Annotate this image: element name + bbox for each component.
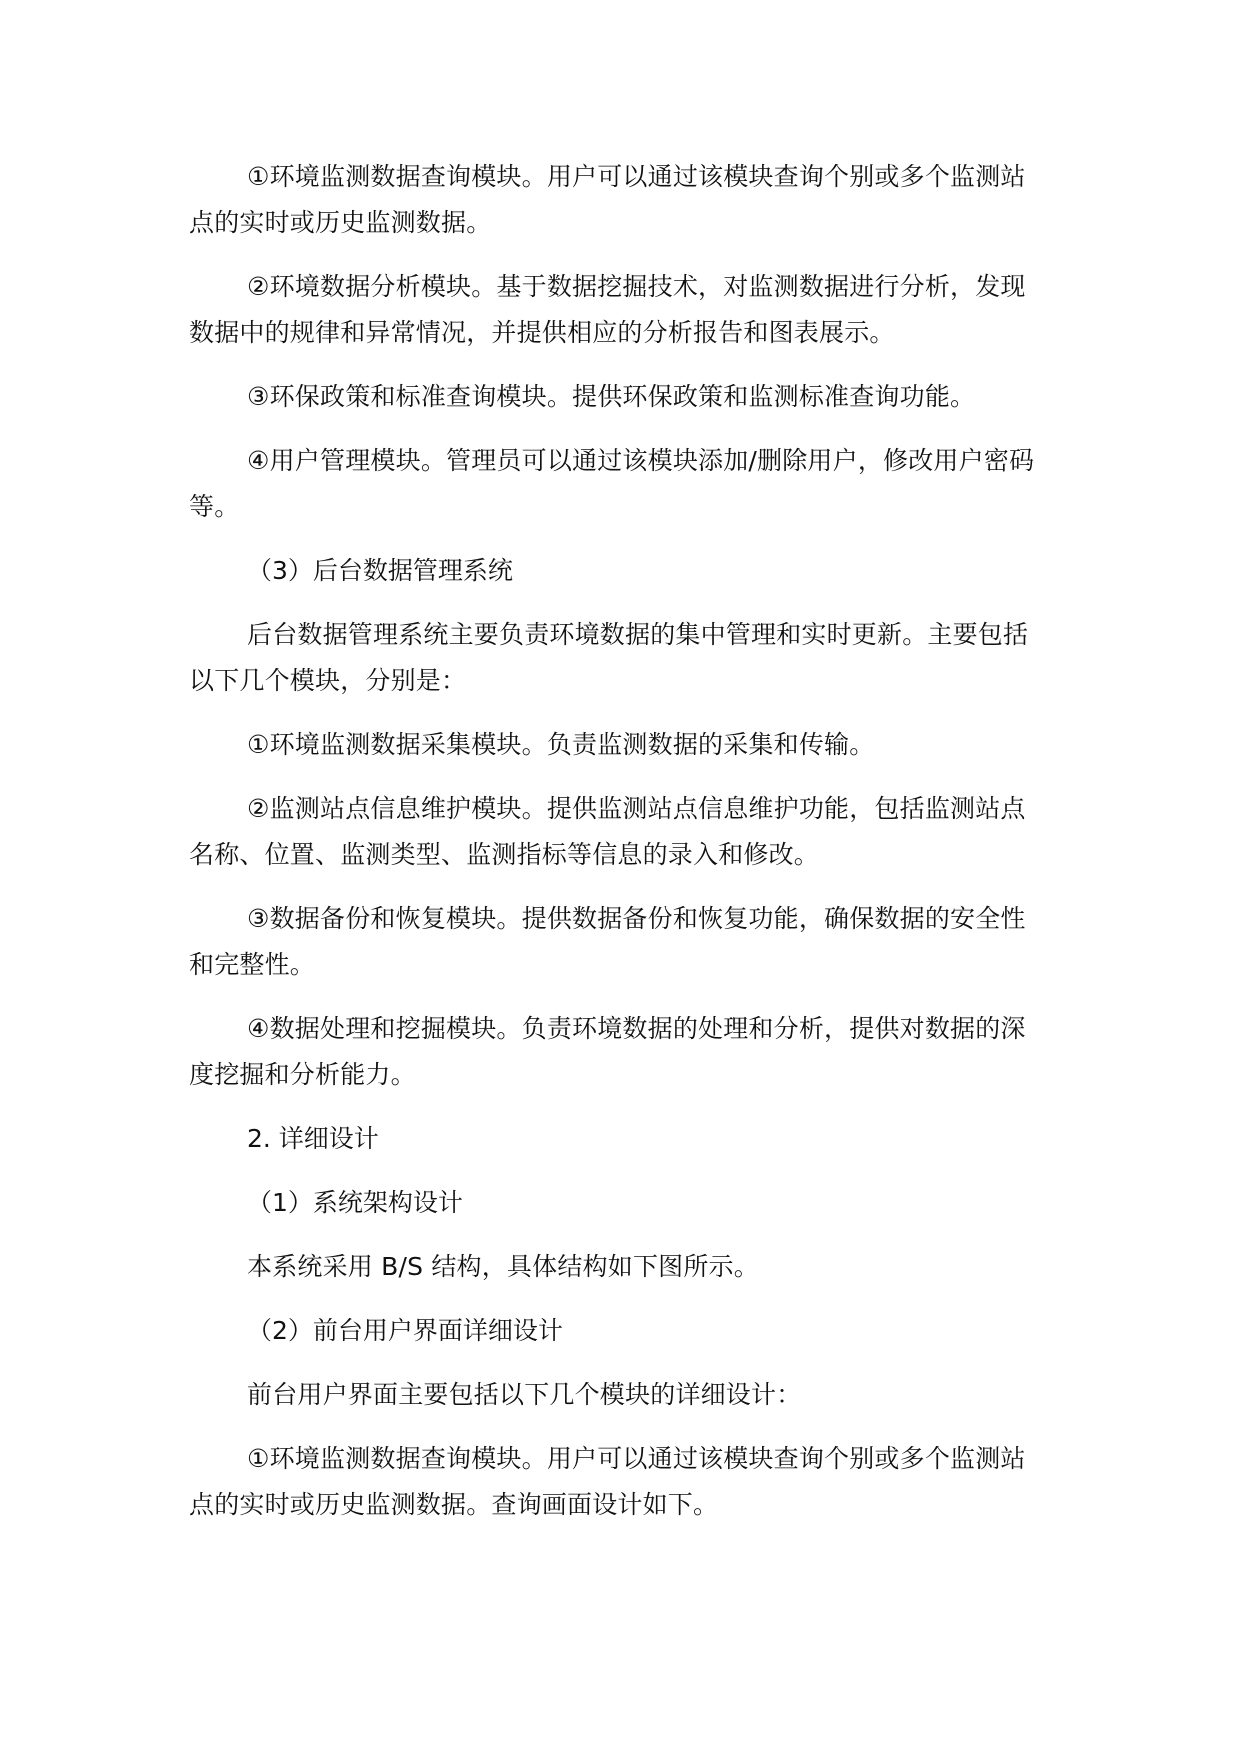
paragraph-query-module: ①环境监测数据查询模块。用户可以通过该模块查询个别或多个监测站点的实时或历史监测数据。 — [189, 162, 1026, 237]
paragraph-collection-module: ①环境监测数据采集模块。负责监测数据的采集和传输。 — [247, 730, 875, 759]
paragraph-query-screen-design: ①环境监测数据查询模块。用户可以通过该模块查询个别或多个监测站点的实时或历史监测数据。查询画面设计如下。 — [189, 1444, 1026, 1519]
paragraph-bs-structure: 本系统采用 B/S 结构，具体结构如下图所示。 — [247, 1252, 759, 1281]
paragraph-backup-module: ③数据备份和恢复模块。提供数据备份和恢复功能，确保数据的安全性和完整性。 — [189, 904, 1026, 979]
paragraph-frontend-overview: 前台用户界面主要包括以下几个模块的详细设计： — [247, 1380, 802, 1409]
paragraph-user-management-module: ④用户管理模块。管理员可以通过该模块添加/删除用户，修改用户密码等。 — [189, 446, 1035, 521]
paragraph-policy-module: ③环保政策和标准查询模块。提供环保政策和监测标准查询功能。 — [247, 382, 976, 411]
section-heading-frontend-ui: （2）前台用户界面详细设计 — [247, 1316, 563, 1345]
paragraph-processing-module: ④数据处理和挖掘模块。负责环境数据的处理和分析，提供对数据的深度挖掘和分析能力。 — [189, 1014, 1026, 1089]
paragraph-backend-overview: 后台数据管理系统主要负责环境数据的集中管理和实时更新。主要包括以下几个模块，分别是： — [189, 620, 1029, 695]
paragraph-station-maintenance-module: ②监测站点信息维护模块。提供监测站点信息维护功能，包括监测站点名称、位置、监测类型、监测指标等信息的录入和修改。 — [189, 794, 1026, 869]
document-body — [189, 154, 1049, 1546]
section-heading-architecture: （1）系统架构设计 — [247, 1188, 463, 1217]
paragraph-analysis-module: ②环境数据分析模块。基于数据挖掘技术，对监测数据进行分析，发现数据中的规律和异常情况，并提供相应的分析报告和图表展示。 — [189, 272, 1026, 347]
section-heading-detailed-design: 2. 详细设计 — [247, 1124, 379, 1153]
section-heading-backend-system: （3）后台数据管理系统 — [247, 556, 513, 585]
